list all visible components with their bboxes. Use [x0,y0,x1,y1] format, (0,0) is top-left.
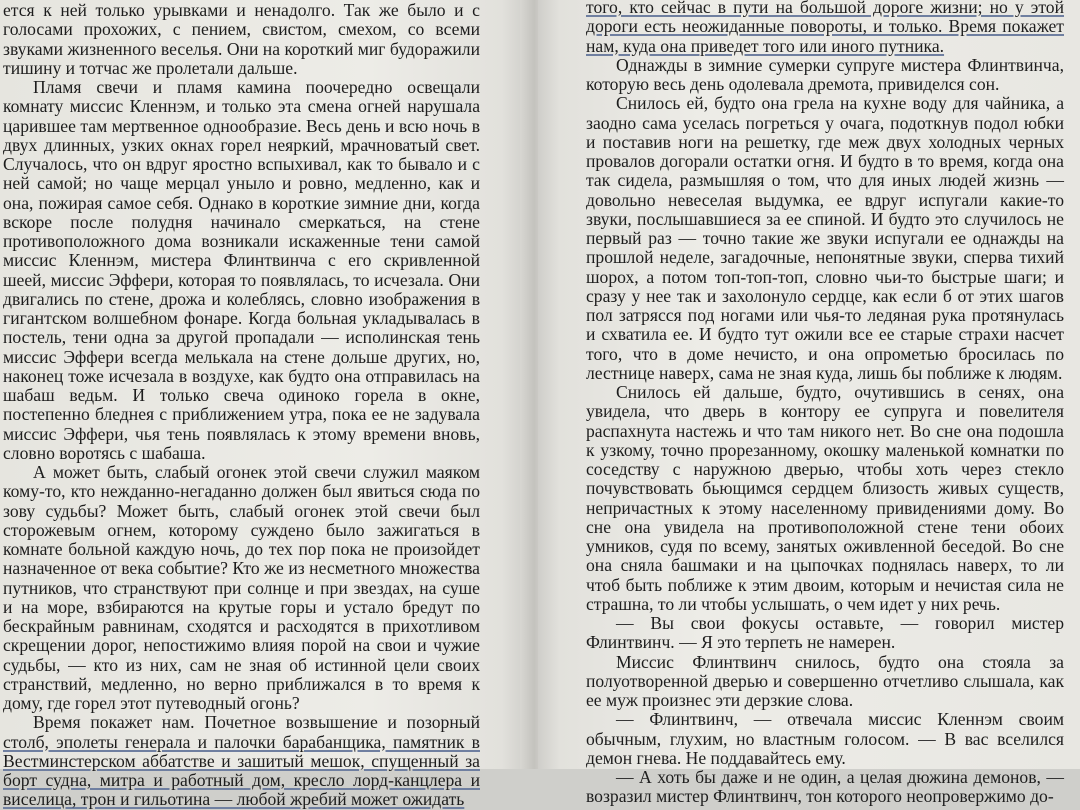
left-paragraph-4-plain: Время покажет нам. Почетное возвышение и позорный [33,712,480,733]
left-paragraph-4 [3,713,480,809]
left-paragraph-3: А может быть, слабый огонек этой свечи служил маяком кому-то, кто нежданно-негаданно должен был явиться сюда по зову судьбы? Может быть, слабый огонек этой свечи был сторожевым огнем, которому суждено было зажигаться в комнате больной каждую ночь, до тех пор пока не произойдет назначенное от века событие? Кто же из несметного множества путников, что странствуют при солнце и при звездах, на суше и на море, взбираются на крутые горы и устало бредут по бескрайным равнинам, сходятся и расходятся в прихотливом скрещении дорог, непостижимо влияя порой на свои и чужие судьбы, — кто из них, сам не зная об истинной цели своих странствий, медленно, но верно приближался в то время к дому, где горел этот путеводный огонь? [3,462,480,713]
right-paragraph-2: Однажды в зимние сумерки супруге мистера Флинтвинча, которую весь день одолевала дремота, привиделся сон. [586,54,1064,94]
right-paragraph-8: — А хоть бы даже и не один, а целая дюжина демонов, — возразил мистер Флинтвинч, тон которого неопровержимо до- [586,767,1064,807]
left-paragraph-1: ется к ней только урывками и ненадолго. Так же было и с голосами прохожих, с пением, свистом, смехом, со всеми звуками жизненного веселья. Они на короткий миг будоражили тишину и тотчас же пролетали дальше. [3,0,480,78]
right-paragraph-3: Снилось ей, будто она грела на кухне воду для чайника, а заодно сама уселась погреться у очага, подоткнув подол юбки и поставив ноги на решетку, где меж двух холодных черных провалов догорали остатки огня. И будто в то время, когда она так сидела, размышляя о том, что для иных людей жизнь — довольно невеселая выдумка, ее вдруг испугали какие-то звуки, послышавшиеся за ее спиной. И будто это случилось не первый раз — точно такие же звуки испугали ее однажды на прошлой неделе, загадочные, непонятные звуки, сперва тихий шорох, а потом топ-топ-топ, словно чьи-то быстрые шаги; и сразу у нее так и захолонуло сердце, как если б от этих шагов пол затрясся под ногами или чья-то ледяная рука протянулась и схватила ее. И будто тут ожили все ее старые страхи насчет того, что в доме нечисто, и она опрометью бросилась по лестнице наверх, сама не зная куда, лишь бы поближе к людям. [586,93,1064,383]
left-page-text [3,1,480,810]
right-paragraph-7: — Флинтвинч, — отвечала миссис Кленнэм своим обычным, глухим, но властным голосом. — В вас вселился демон гнева. Не поддавайтесь ему. [586,709,1064,768]
underlined-passage-left: столб, эполеты генерала и палочки барабанщика, памятник в Вестминстерском аббатстве и зашитый мешок, спущенный за борт судна, митра и работный дом, кресло лорд-канцлера и виселица, трон и гильотина — любой жребий может ожидать [3,731,480,810]
underlined-passage-right: того, кто сейчас в пути на большой дороге жизни; но у этой дороги есть неожиданные повороты, и только. Время покажет нам, куда она приведет того или иного путника. [586,0,1064,56]
right-paragraph-4: Снилось ей дальше, будто, очутившись в сенях, она увидела, что дверь в контору ее супруга и повелителя распахнута настежь и что там никого нет. Во сне она подошла к узкому, точно прорезанному, окошку маленькой комнатки по соседству с наружною дверью, чтобы хоть через стекло почувствовать бьющимся сердцем близость живых существ, непричастных к этому населенному привидениями дому. Во сне она увидела на противоположной стене тени обоих умников, судя по всему, занятых оживленной беседой. Во сне она сняла башмаки и на цыпочках поднялась наверх, то ли чтоб быть поближе к этим двоим, которым и нечистая сила не страшна, то ли чтобы услышать, о чем идет у них речь. [586,382,1064,614]
right-page-text [586,0,1064,807]
left-page [0,0,528,810]
right-paragraph-1 [586,0,1064,56]
left-paragraph-2: Пламя свечи и пламя камина поочередно освещали комнату миссис Кленнэм, и только эта смена огней нарушала царившее там мертвенное однообразие. Весь день и всю ночь в двух длинных, узких окнах горел неяркий, мрачноватый свет. Случалось, что он вдруг яростно вспыхивал, как то бывало и с ней самой; но чаще мерцал уныло и ровно, медленно, как и она, пожирая самое себя. Однако в короткие зимние дни, когда вскоре после полудня начинало смеркаться, на стене противоположного дома возникали искаженные тени самой миссис Кленнэм, мистера Флинтвинча с его скривленной шеей, миссис Эффери, которая то появлялась, то исчезала. Они двигались по стене, дрожа и колеблясь, словно изображения в гигантском волшебном фонаре. Когда больная укладывалась в постель, тени одна за другой пропадали — исполинская тень миссис Эффери всегда мелькала на стене дольше других, но, наконец тоже исчезала в воздухе, как будто она отправилась на шабаш ведьм. И только свеча одиноко горела в окне, постепенно бледнея с приближением утра, пока ее не задувала миссис Эффери, чья тень появлялась к этому времени вновь, словно воротясь с шабаша. [3,77,480,463]
right-page [538,0,1080,807]
right-paragraph-5: — Вы свои фокусы оставьте, — говорил мистер Флинтвинч. — Я это терпеть не намерен. [586,613,1064,653]
right-paragraph-6: Миссис Флинтвинч снилось, будто она стояла за полуотворенной дверью и совершенно отчетливо слышала, как ее муж произнес эти дерзкие слова. [586,651,1064,710]
